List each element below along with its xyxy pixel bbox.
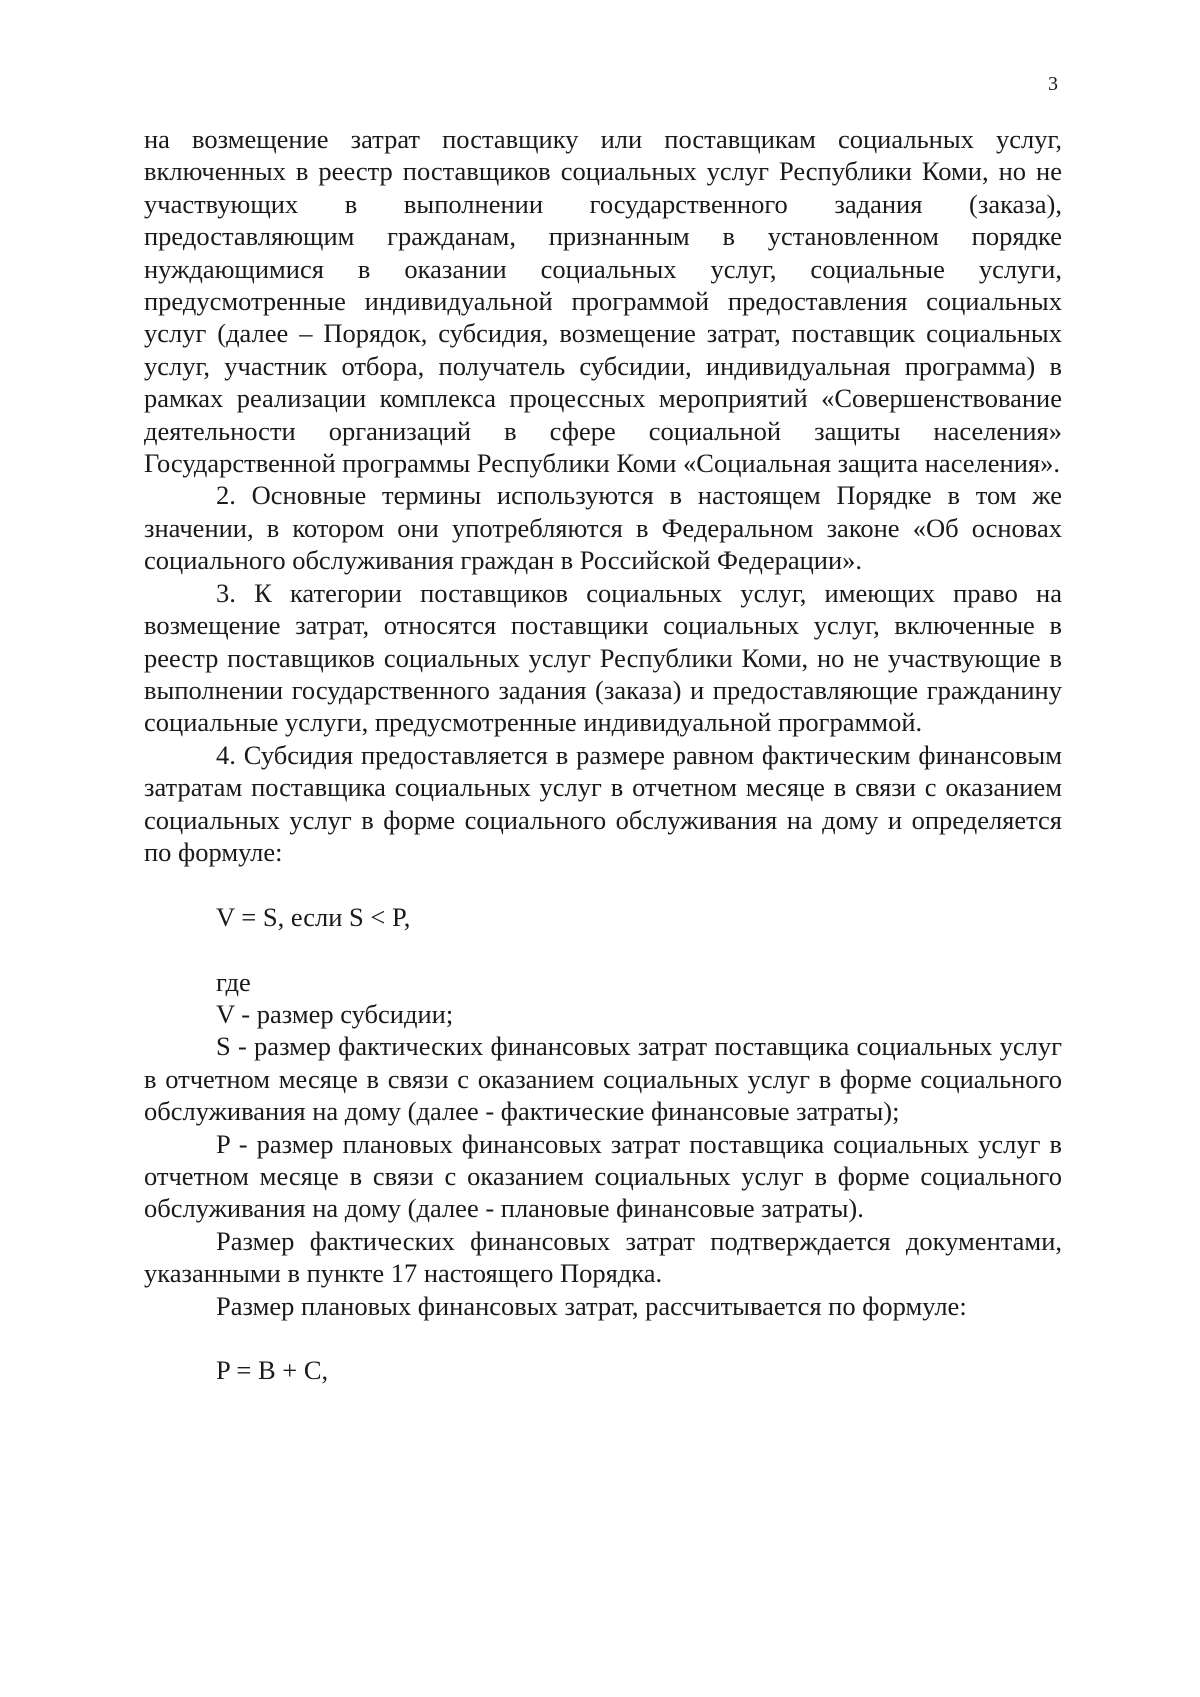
- document-body: [144, 123, 1062, 1387]
- paragraph-2: 2. Основные термины используются в настоящем Порядке в том же значении, в котором они употребляются в Федеральном законе «Об основах социального обслуживания граждан в Российской Федерации».: [144, 480, 1062, 576]
- paragraph-actual-costs: Размер фактических финансовых затрат подтверждается документами, указанными в пункте 17 настоящего Порядка.: [144, 1225, 1062, 1289]
- formula-planned: P = B + C,: [216, 1355, 329, 1386]
- definition-p: P - размер плановых финансовых затрат поставщика социальных услуг в отчетном месяце в связи с оказанием социальных услуг в форме социального обслуживания на дому (далее - плановые финансовые затраты).: [144, 1128, 1062, 1224]
- formula-subsidy: V = S, если S < P,: [216, 901, 411, 932]
- paragraph-continuation: на возмещение затрат поставщику или поставщикам социальных услуг, включенных в реестр поставщиков социальных услуг Республики Коми, но не участвующих в выполнении государственного задания (заказа), предоставляющим гражданам, признанным в установленном порядке нуждающимися в оказании социальных услуг, социальные услуги, предусмотренные индивидуальной программой предоставления социальных услуг (далее – Порядок, субсидия, возмещение затрат, поставщик социальных услуг, участник отбора, получатель субсидии, индивидуальная программа) в рамках реализации комплекса процессных мероприятий «Совершенствование деятельности организаций в сфере социальной защиты населения» Государственной программы Республики Коми «Социальная защита населения».: [144, 124, 1062, 479]
- where-label: где: [216, 966, 251, 997]
- definition-s: S - размер фактических финансовых затрат поставщика социальных услуг в отчетном месяце в связи с оказанием социальных услуг в форме социального обслуживания на дому (далее - фактические финансовые затраты);: [144, 1031, 1062, 1127]
- definition-v: V - размер субсидии;: [216, 998, 454, 1029]
- paragraph-4: 4. Субсидия предоставляется в размере равном фактическим финансовым затратам поставщика социальных услуг в отчетном месяце в связи с оказанием социальных услуг в форме социального обслуживания на дому и определяется по формуле:: [144, 739, 1062, 867]
- paragraph-3: 3. К категории поставщиков социальных услуг, имеющих право на возмещение затрат, относятся поставщики социальных услуг, включенные в реестр поставщиков социальных услуг Республики Коми, но не участвующие в выполнении государственного задания (заказа) и предоставляющие гражданину социальные услуги, предусмотренные индивидуальной программой.: [144, 577, 1062, 738]
- page-number: 3: [1048, 73, 1058, 95]
- paragraph-planned-costs: Размер плановых финансовых затрат, рассчитывается по формуле:: [216, 1290, 967, 1321]
